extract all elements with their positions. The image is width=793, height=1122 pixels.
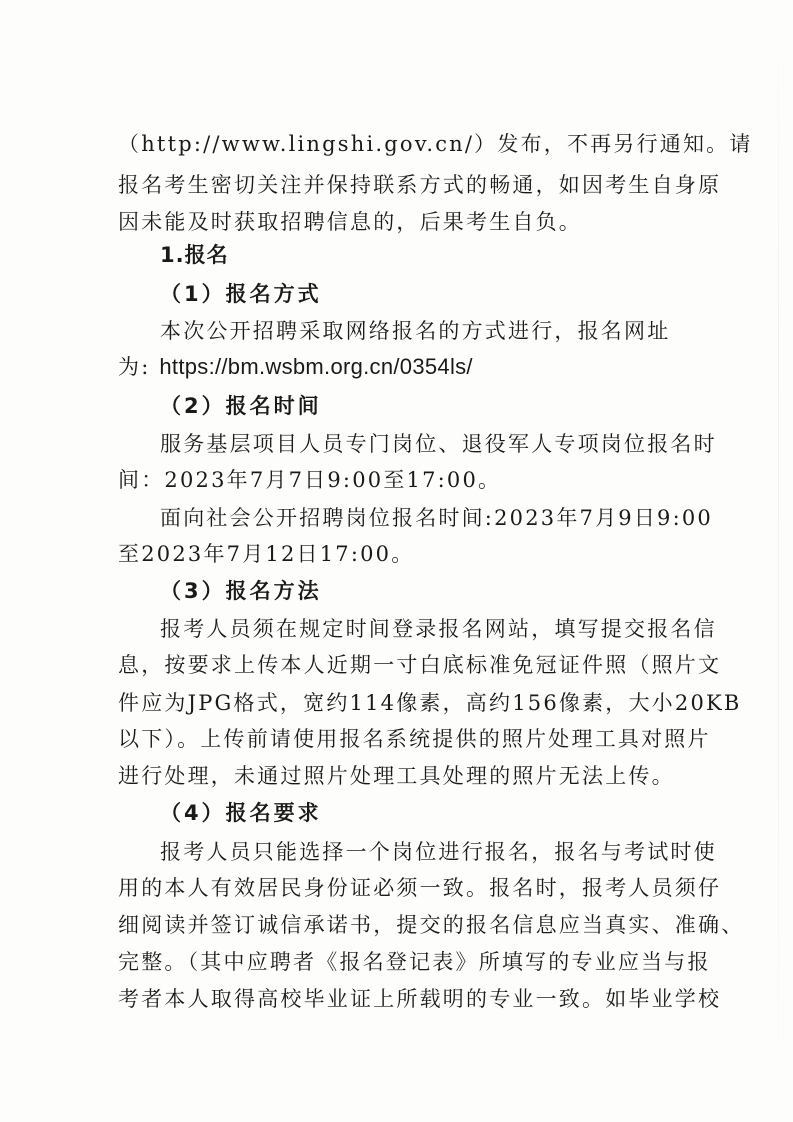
paragraph-line: 完整。（其中应聘者《报名登记表》所填写的专业应当与报 xyxy=(118,950,711,974)
scan-edge-shadow xyxy=(778,0,779,1122)
paragraph-line xyxy=(118,352,678,382)
paragraph-line: （http://www.lingshi.gov.cn/）发布，不再另行通知。请 xyxy=(118,132,753,156)
registration-url: https://bm.wsbm.org.cn/0354ls/ xyxy=(159,354,473,379)
section-heading: 1.报名 xyxy=(160,243,229,267)
paragraph-line: 间：2023年7月7日9:00至17:00。 xyxy=(118,468,502,492)
paragraph-line: 进行处理，未通过照片处理工具处理的照片无法上传。 xyxy=(118,764,675,788)
subsection-heading: （2）报名时间 xyxy=(160,394,322,418)
paragraph-line: 面向社会公开招聘岗位报名时间:2023年7月9日9:00 xyxy=(160,506,713,530)
paragraph-line: 服务基层项目人员专门岗位、退役军人专项岗位报名时 xyxy=(160,432,717,456)
paragraph-line: 以下）。上传前请使用报名系统提供的照片处理工具对照片 xyxy=(118,727,711,751)
paragraph-line: 报考人员须在规定时间登录报名网站，填写提交报名信 xyxy=(160,617,717,641)
paragraph-line: 报考人员只能选择一个岗位进行报名，报名与考试时使 xyxy=(160,840,717,864)
subsection-heading: （1）报名方式 xyxy=(160,282,322,306)
paragraph-line: 本次公开招聘采取网络报名的方式进行，报名网址 xyxy=(160,319,671,343)
subsection-heading: （4）报名要求 xyxy=(160,801,322,825)
url-prefix: 为: xyxy=(118,355,151,379)
paragraph-line: 件应为JPG格式，宽约114像素，高约156像素，大小20KB xyxy=(118,691,742,715)
paragraph-line: 息，按要求上传本人近期一寸白底标准免冠证件照（照片文 xyxy=(118,653,722,677)
paragraph-line: 至2023年7月12日17:00。 xyxy=(118,542,415,566)
paragraph-line: 用的本人有效居民身份证必须一致。报名时，报考人员须仔 xyxy=(118,876,722,900)
paragraph-line: 细阅读并签订诚信承诺书，提交的报名信息应当真实、准确、 xyxy=(118,913,745,937)
paragraph-line: 考者本人取得高校毕业证上所载明的专业一致。如毕业学校 xyxy=(118,987,722,1011)
subsection-heading: （3）报名方法 xyxy=(160,579,322,603)
paragraph-line: 报名考生密切关注并保持联系方式的畅通，如因考生自身原 xyxy=(118,173,722,197)
paragraph-line: 因未能及时获取招聘信息的，后果考生自负。 xyxy=(118,210,582,234)
